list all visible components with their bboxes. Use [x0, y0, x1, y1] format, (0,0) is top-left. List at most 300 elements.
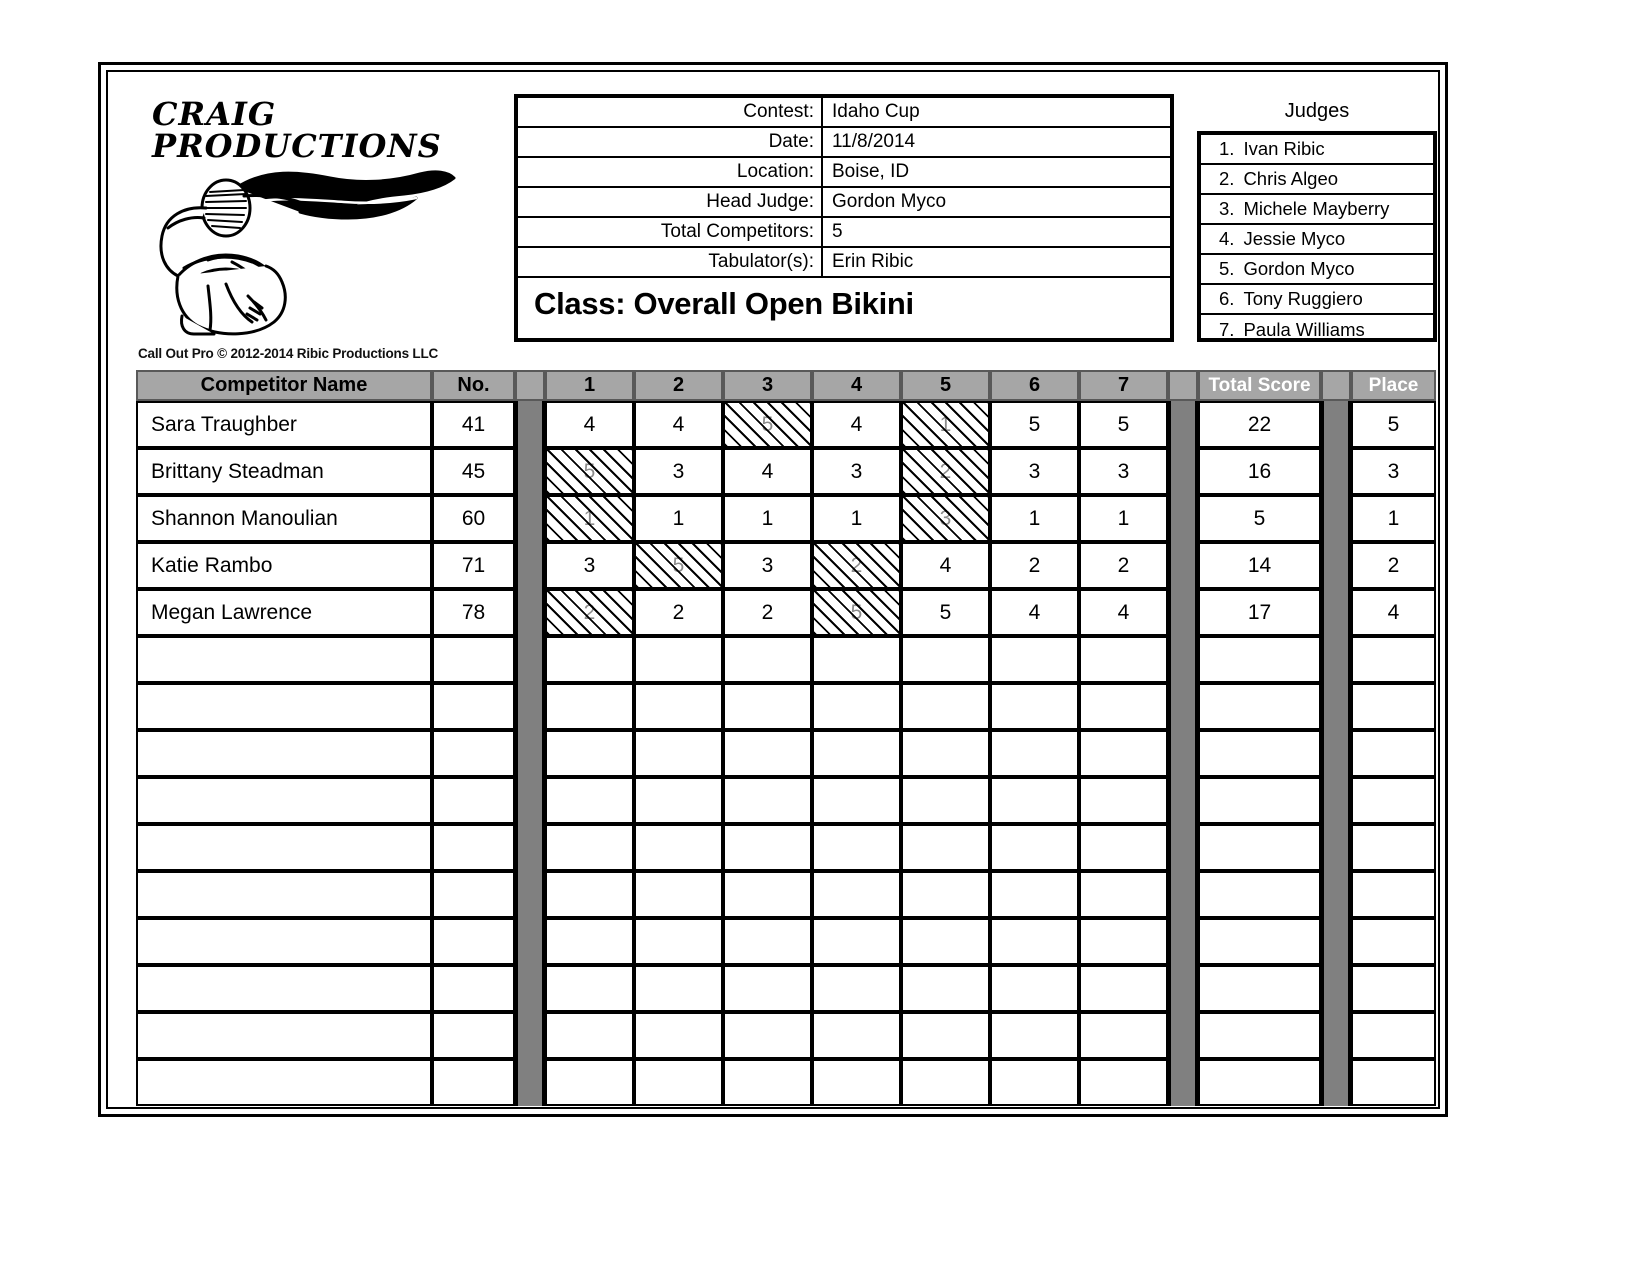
- judge-5-score-cell[interactable]: [901, 777, 990, 824]
- judge-3-score-cell[interactable]: [723, 871, 812, 918]
- row-spacer-mid: [1168, 636, 1198, 683]
- row-spacer-mid: [1168, 918, 1198, 965]
- judge-name-6: Tony Ruggiero: [1243, 288, 1363, 309]
- judge-6-score-cell[interactable]: [990, 636, 1079, 683]
- judge-1-score-cell[interactable]: [545, 871, 634, 918]
- contest-info-box: [514, 94, 1174, 342]
- row-spacer-left: [515, 1059, 545, 1106]
- logo-line-craig: CRAIG: [152, 95, 277, 133]
- total-score-cell: [1198, 730, 1321, 777]
- judge-5-score-cell-text: 1: [939, 412, 952, 436]
- row-spacer-right: [1321, 589, 1351, 636]
- judge-6-score-cell[interactable]: [990, 495, 1079, 542]
- total-score-cell-text: 14: [1247, 553, 1272, 577]
- judge-number-6: 6.: [1219, 288, 1235, 309]
- place-cell-text: 1: [1387, 506, 1400, 530]
- header-place: Place: [1351, 370, 1436, 401]
- judge-6-score-cell-text: 2: [1028, 553, 1041, 577]
- row-spacer-mid: [1168, 542, 1198, 589]
- competitor-number-cell-text: 45: [461, 459, 486, 483]
- judge-4-score-cell[interactable]: [812, 401, 901, 448]
- total-score-cell: [1198, 871, 1321, 918]
- row-spacer-left: [515, 1012, 545, 1059]
- judge-7-score-cell[interactable]: [1079, 1012, 1168, 1059]
- judge-3-score-cell[interactable]: [723, 683, 812, 730]
- judge-4-score-cell[interactable]: [812, 730, 901, 777]
- judge-3-score-cell-text: 5: [761, 412, 774, 436]
- row-spacer-right: [1321, 401, 1351, 448]
- place-cell: [1351, 824, 1436, 871]
- judge-2-score-cell-text: 4: [672, 412, 685, 436]
- judge-3-score-cell[interactable]: [723, 824, 812, 871]
- header-judge-3: 3: [723, 370, 812, 401]
- judge-6-score-cell[interactable]: [990, 448, 1079, 495]
- competitor-number-cell[interactable]: [432, 495, 515, 542]
- judge-3-score-cell[interactable]: [723, 730, 812, 777]
- judge-4-score-cell[interactable]: [812, 448, 901, 495]
- competitor-number-cell-text: 60: [461, 506, 486, 530]
- judge-7-score-cell[interactable]: [1079, 1059, 1168, 1106]
- judge-4-score-cell[interactable]: [812, 918, 901, 965]
- total-score-cell: [1198, 1012, 1321, 1059]
- competitor-name-cell[interactable]: [136, 1012, 432, 1059]
- row-spacer-left: [515, 683, 545, 730]
- row-spacer-mid: [1168, 730, 1198, 777]
- competitor-number-cell[interactable]: [432, 965, 515, 1012]
- judge-5-score-cell[interactable]: [901, 495, 990, 542]
- judge-3-score-cell[interactable]: [723, 918, 812, 965]
- table-row: [136, 495, 1436, 542]
- total-score-cell: [1198, 542, 1321, 589]
- competitor-name-cell[interactable]: [136, 636, 432, 683]
- label-date: Date:: [518, 128, 823, 156]
- label-location: Location:: [518, 158, 823, 186]
- judge-1-score-cell[interactable]: [545, 1012, 634, 1059]
- judge-1-score-cell[interactable]: [545, 965, 634, 1012]
- judge-2-score-cell-text: 2: [672, 600, 685, 624]
- judge-4-score-cell[interactable]: [812, 589, 901, 636]
- competitor-name-cell[interactable]: [136, 730, 432, 777]
- judge-number-5: 5.: [1219, 258, 1235, 279]
- judge-3-score-cell[interactable]: [723, 1059, 812, 1106]
- value-location: Boise, ID: [832, 161, 910, 182]
- judge-1-score-cell[interactable]: [545, 918, 634, 965]
- place-cell: [1351, 636, 1436, 683]
- judge-1-score-cell[interactable]: [545, 401, 634, 448]
- competitor-number-cell-text: 41: [461, 412, 486, 436]
- judge-3-score-cell-text: 1: [761, 506, 774, 530]
- judge-2-score-cell[interactable]: [634, 683, 723, 730]
- judge-6-score-cell[interactable]: [990, 918, 1079, 965]
- header-judge-6: 6: [990, 370, 1079, 401]
- judge-1-score-cell[interactable]: [545, 777, 634, 824]
- judge-5-score-cell[interactable]: [901, 918, 990, 965]
- judge-3-score-cell[interactable]: [723, 495, 812, 542]
- judge-6-score-cell[interactable]: [990, 401, 1079, 448]
- label-contest: Contest:: [518, 98, 823, 126]
- judge-2-score-cell[interactable]: [634, 495, 723, 542]
- row-spacer-right: [1321, 871, 1351, 918]
- value-tabulators: Erin Ribic: [832, 251, 914, 272]
- competitor-number-cell[interactable]: [432, 683, 515, 730]
- judge-4-score-cell[interactable]: [812, 683, 901, 730]
- value-date: 11/8/2014: [832, 131, 916, 152]
- judge-6-score-cell[interactable]: [990, 542, 1079, 589]
- table-row-empty: [136, 918, 1436, 965]
- judge-item-5: [1201, 255, 1433, 285]
- place-cell: [1351, 965, 1436, 1012]
- competitor-number-cell[interactable]: [432, 918, 515, 965]
- contest-info-row-head-judge: [518, 188, 1170, 218]
- place-cell: [1351, 683, 1436, 730]
- judge-2-score-cell[interactable]: [634, 965, 723, 1012]
- place-cell-text: 4: [1387, 600, 1400, 624]
- row-spacer-right: [1321, 1059, 1351, 1106]
- judge-2-score-cell[interactable]: [634, 1012, 723, 1059]
- judge-5-score-cell[interactable]: [901, 401, 990, 448]
- judge-5-score-cell-text: 3: [939, 506, 952, 530]
- judge-3-score-cell[interactable]: [723, 636, 812, 683]
- table-row-empty: [136, 824, 1436, 871]
- judge-4-score-cell[interactable]: [812, 495, 901, 542]
- table-row-empty: [136, 1059, 1436, 1106]
- judge-7-score-cell[interactable]: [1079, 683, 1168, 730]
- judge-number-1: 1.: [1219, 138, 1235, 159]
- judge-7-score-cell-text: 2: [1117, 553, 1130, 577]
- judge-4-score-cell[interactable]: [812, 1059, 901, 1106]
- row-spacer-mid: [1168, 448, 1198, 495]
- judge-6-score-cell[interactable]: [990, 965, 1079, 1012]
- competitor-name-cell[interactable]: [136, 495, 432, 542]
- judge-2-score-cell-text: 3: [672, 459, 685, 483]
- header-judge-7: 7: [1079, 370, 1168, 401]
- judge-5-score-cell[interactable]: [901, 1059, 990, 1106]
- judge-2-score-cell[interactable]: [634, 824, 723, 871]
- judge-6-score-cell[interactable]: [990, 589, 1079, 636]
- judge-1-score-cell-text: 1: [583, 506, 596, 530]
- judge-1-score-cell[interactable]: [545, 589, 634, 636]
- judge-3-score-cell-text: 4: [761, 459, 774, 483]
- judge-item-3: [1201, 195, 1433, 225]
- table-row-empty: [136, 965, 1436, 1012]
- table-row-empty: [136, 683, 1436, 730]
- competitor-name-cell[interactable]: [136, 871, 432, 918]
- judge-2-score-cell[interactable]: [634, 871, 723, 918]
- contest-info-row-contest: [518, 98, 1170, 128]
- place-cell: [1351, 495, 1436, 542]
- competitor-name-cell[interactable]: [136, 824, 432, 871]
- table-row-empty: [136, 1012, 1436, 1059]
- judge-4-score-cell[interactable]: [812, 636, 901, 683]
- header-judge-5: 5: [901, 370, 990, 401]
- judge-7-score-cell[interactable]: [1079, 730, 1168, 777]
- row-spacer-left: [515, 824, 545, 871]
- judge-2-score-cell[interactable]: [634, 918, 723, 965]
- competitor-number-cell[interactable]: [432, 871, 515, 918]
- competitor-name-cell-text: Sara Traughber: [151, 412, 297, 436]
- total-score-cell: [1198, 589, 1321, 636]
- row-spacer-mid: [1168, 683, 1198, 730]
- judge-6-score-cell-text: 1: [1028, 506, 1041, 530]
- row-spacer-right: [1321, 824, 1351, 871]
- row-spacer-mid: [1168, 589, 1198, 636]
- judge-3-score-cell[interactable]: [723, 1012, 812, 1059]
- judge-5-score-cell[interactable]: [901, 683, 990, 730]
- judge-2-score-cell[interactable]: [634, 777, 723, 824]
- row-spacer-left: [515, 965, 545, 1012]
- copyright-notice: Call Out Pro © 2012-2014 Ribic Productions LLC: [138, 346, 439, 361]
- judge-1-score-cell-text: 2: [583, 600, 596, 624]
- row-spacer-right: [1321, 965, 1351, 1012]
- competitor-name-cell[interactable]: [136, 542, 432, 589]
- competitor-name-cell-text: Megan Lawrence: [151, 600, 313, 624]
- competitor-name-cell[interactable]: [136, 777, 432, 824]
- label-total-competitors: Total Competitors:: [518, 218, 823, 246]
- header-spacer-right: [1321, 370, 1351, 401]
- judge-3-score-cell-text: 3: [761, 553, 774, 577]
- total-score-cell-text: 16: [1247, 459, 1272, 483]
- row-spacer-left: [515, 871, 545, 918]
- judge-2-score-cell[interactable]: [634, 401, 723, 448]
- judge-item-6: [1201, 285, 1433, 315]
- place-cell: [1351, 871, 1436, 918]
- judge-name-3: Michele Mayberry: [1243, 198, 1390, 219]
- judge-5-score-cell[interactable]: [901, 965, 990, 1012]
- judge-7-score-cell[interactable]: [1079, 448, 1168, 495]
- competitor-name-cell-text: Shannon Manoulian: [151, 506, 338, 530]
- header-judge-2: 2: [634, 370, 723, 401]
- total-score-cell-text: 22: [1247, 412, 1272, 436]
- score-table-header: [136, 370, 1436, 401]
- total-score-cell: [1198, 495, 1321, 542]
- competitor-number-cell[interactable]: [432, 730, 515, 777]
- judge-3-score-cell[interactable]: [723, 542, 812, 589]
- header-spacer-mid: [1168, 370, 1198, 401]
- class-title: Class: Overall Open Bikini: [534, 286, 914, 321]
- judge-3-score-cell[interactable]: [723, 589, 812, 636]
- judge-1-score-cell[interactable]: [545, 1059, 634, 1106]
- judge-3-score-cell[interactable]: [723, 777, 812, 824]
- judge-7-score-cell[interactable]: [1079, 777, 1168, 824]
- judge-7-score-cell[interactable]: [1079, 871, 1168, 918]
- table-row-empty: [136, 871, 1436, 918]
- judge-4-score-cell-text: 2: [850, 553, 863, 577]
- contest-info-row-date: [518, 128, 1170, 158]
- judge-name-7: Paula Williams: [1243, 319, 1365, 340]
- competitor-number-cell[interactable]: [432, 542, 515, 589]
- place-cell: [1351, 448, 1436, 495]
- total-score-cell: [1198, 401, 1321, 448]
- judge-5-score-cell[interactable]: [901, 824, 990, 871]
- judge-5-score-cell[interactable]: [901, 730, 990, 777]
- judge-1-score-cell[interactable]: [545, 730, 634, 777]
- competitor-number-cell[interactable]: [432, 589, 515, 636]
- competitor-number-cell[interactable]: [432, 1012, 515, 1059]
- judge-5-score-cell[interactable]: [901, 448, 990, 495]
- judge-7-score-cell-text: 5: [1117, 412, 1130, 436]
- judge-7-score-cell[interactable]: [1079, 542, 1168, 589]
- judge-7-score-cell[interactable]: [1079, 401, 1168, 448]
- judge-6-score-cell[interactable]: [990, 871, 1079, 918]
- judge-4-score-cell[interactable]: [812, 824, 901, 871]
- judges-list: [1197, 131, 1437, 342]
- row-spacer-right: [1321, 777, 1351, 824]
- judge-5-score-cell-text: 4: [939, 553, 952, 577]
- total-score-cell: [1198, 683, 1321, 730]
- judge-1-score-cell[interactable]: [545, 542, 634, 589]
- row-spacer-mid: [1168, 871, 1198, 918]
- judge-6-score-cell[interactable]: [990, 777, 1079, 824]
- place-cell-text: 2: [1387, 553, 1400, 577]
- row-spacer-left: [515, 495, 545, 542]
- row-spacer-left: [515, 918, 545, 965]
- judge-number-7: 7.: [1219, 319, 1235, 340]
- judge-5-score-cell-text: 5: [939, 600, 952, 624]
- judge-6-score-cell[interactable]: [990, 683, 1079, 730]
- row-spacer-right: [1321, 448, 1351, 495]
- value-contest: Idaho Cup: [832, 101, 920, 122]
- judge-5-score-cell[interactable]: [901, 542, 990, 589]
- judge-1-score-cell[interactable]: [545, 636, 634, 683]
- table-row: [136, 589, 1436, 636]
- row-spacer-mid: [1168, 1059, 1198, 1106]
- judge-1-score-cell[interactable]: [545, 824, 634, 871]
- row-spacer-right: [1321, 542, 1351, 589]
- judge-2-score-cell[interactable]: [634, 636, 723, 683]
- judge-7-score-cell[interactable]: [1079, 495, 1168, 542]
- table-row-empty: [136, 636, 1436, 683]
- judge-1-score-cell[interactable]: [545, 448, 634, 495]
- judge-5-score-cell[interactable]: [901, 1012, 990, 1059]
- row-spacer-left: [515, 542, 545, 589]
- label-head-judge: Head Judge:: [518, 188, 823, 216]
- competitor-name-cell-text: Katie Rambo: [151, 553, 273, 577]
- judge-number-2: 2.: [1219, 168, 1235, 189]
- judge-7-score-cell[interactable]: [1079, 589, 1168, 636]
- competitor-name-cell[interactable]: [136, 683, 432, 730]
- row-spacer-right: [1321, 683, 1351, 730]
- row-spacer-mid: [1168, 495, 1198, 542]
- total-score-cell-text: 17: [1247, 600, 1272, 624]
- row-spacer-left: [515, 636, 545, 683]
- competitor-number-cell[interactable]: [432, 824, 515, 871]
- row-spacer-left: [515, 401, 545, 448]
- competitor-number-cell[interactable]: [432, 401, 515, 448]
- judge-number-3: 3.: [1219, 198, 1235, 219]
- header-number: No.: [432, 370, 515, 401]
- judge-number-4: 4.: [1219, 228, 1235, 249]
- judge-4-score-cell[interactable]: [812, 777, 901, 824]
- judge-1-score-cell[interactable]: [545, 683, 634, 730]
- place-cell: [1351, 401, 1436, 448]
- judge-3-score-cell[interactable]: [723, 401, 812, 448]
- total-score-cell: [1198, 1059, 1321, 1106]
- competitor-number-cell[interactable]: [432, 777, 515, 824]
- row-spacer-mid: [1168, 401, 1198, 448]
- place-cell: [1351, 1012, 1436, 1059]
- judge-6-score-cell-text: 5: [1028, 412, 1041, 436]
- judges-heading: Judges: [1284, 100, 1350, 122]
- competitor-name-cell[interactable]: [136, 448, 432, 495]
- judge-4-score-cell[interactable]: [812, 871, 901, 918]
- judge-2-score-cell[interactable]: [634, 589, 723, 636]
- judge-1-score-cell[interactable]: [545, 495, 634, 542]
- judge-2-score-cell-text: 1: [672, 506, 685, 530]
- row-spacer-right: [1321, 1012, 1351, 1059]
- competitor-name-cell[interactable]: [136, 918, 432, 965]
- competitor-name-cell[interactable]: [136, 589, 432, 636]
- competitor-name-cell-text: Brittany Steadman: [151, 459, 324, 483]
- label-tabulators: Tabulator(s):: [518, 248, 823, 276]
- judge-2-score-cell[interactable]: [634, 730, 723, 777]
- judge-6-score-cell[interactable]: [990, 1059, 1079, 1106]
- score-table-body: [136, 401, 1436, 1106]
- header-judge-4: 4: [812, 370, 901, 401]
- judge-5-score-cell[interactable]: [901, 589, 990, 636]
- judge-2-score-cell[interactable]: [634, 542, 723, 589]
- competitor-name-cell[interactable]: [136, 1059, 432, 1106]
- place-cell: [1351, 589, 1436, 636]
- judge-3-score-cell[interactable]: [723, 965, 812, 1012]
- judge-2-score-cell[interactable]: [634, 1059, 723, 1106]
- competitor-name-cell[interactable]: [136, 965, 432, 1012]
- judge-6-score-cell[interactable]: [990, 824, 1079, 871]
- judge-7-score-cell[interactable]: [1079, 824, 1168, 871]
- place-cell: [1351, 918, 1436, 965]
- judge-4-score-cell[interactable]: [812, 1012, 901, 1059]
- judge-6-score-cell[interactable]: [990, 1012, 1079, 1059]
- judge-7-score-cell-text: 4: [1117, 600, 1130, 624]
- header-spacer-left: [515, 370, 545, 401]
- judge-4-score-cell-text: 4: [850, 412, 863, 436]
- judge-6-score-cell[interactable]: [990, 730, 1079, 777]
- judge-item-1: [1201, 135, 1433, 165]
- contest-info-row-location: [518, 158, 1170, 188]
- row-spacer-right: [1321, 730, 1351, 777]
- competitor-number-cell-text: 78: [461, 600, 486, 624]
- header-total-score: Total Score: [1198, 370, 1321, 401]
- place-cell: [1351, 730, 1436, 777]
- row-spacer-left: [515, 589, 545, 636]
- judge-5-score-cell-text: 2: [939, 459, 952, 483]
- judge-7-score-cell[interactable]: [1079, 965, 1168, 1012]
- judge-4-score-cell[interactable]: [812, 542, 901, 589]
- competitor-number-cell[interactable]: [432, 448, 515, 495]
- judge-5-score-cell[interactable]: [901, 636, 990, 683]
- competitor-number-cell[interactable]: [432, 1059, 515, 1106]
- table-row: [136, 401, 1436, 448]
- place-cell-text: 3: [1387, 459, 1400, 483]
- total-score-cell: [1198, 918, 1321, 965]
- value-head-judge: Gordon Myco: [832, 191, 947, 212]
- judge-3-score-cell[interactable]: [723, 448, 812, 495]
- judge-2-score-cell[interactable]: [634, 448, 723, 495]
- judge-5-score-cell[interactable]: [901, 871, 990, 918]
- table-row: [136, 542, 1436, 589]
- judge-3-score-cell-text: 2: [761, 600, 774, 624]
- competitor-name-cell[interactable]: [136, 401, 432, 448]
- judge-name-5: Gordon Myco: [1243, 258, 1355, 279]
- total-score-cell-text: 5: [1253, 506, 1266, 530]
- table-row-empty: [136, 777, 1436, 824]
- competitor-number-cell[interactable]: [432, 636, 515, 683]
- competitor-number-cell-text: 71: [461, 553, 486, 577]
- row-spacer-left: [515, 777, 545, 824]
- judge-7-score-cell[interactable]: [1079, 636, 1168, 683]
- logo-line-productions: PRODUCTIONS: [152, 127, 442, 165]
- judge-4-score-cell[interactable]: [812, 965, 901, 1012]
- judge-7-score-cell[interactable]: [1079, 918, 1168, 965]
